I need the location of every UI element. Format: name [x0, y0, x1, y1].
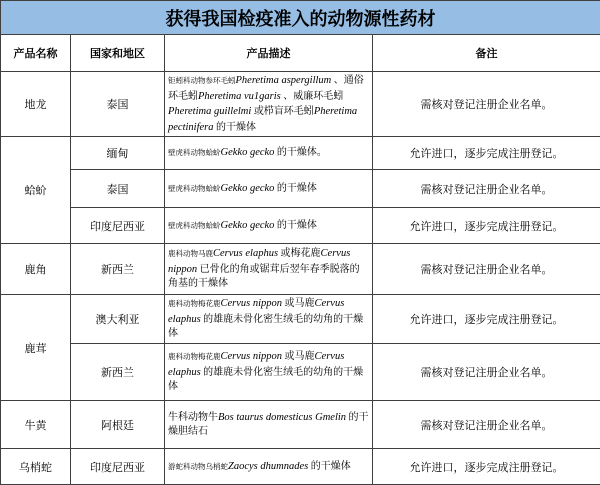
desc-segment: Cervus elaphus: [168, 298, 344, 325]
country-cell: 泰国: [71, 72, 165, 137]
remark-cell: 允许进口，逐步完成注册登记。: [373, 208, 600, 244]
remark-cell: 需核对登记注册企业名单。: [373, 72, 600, 137]
desc-segment: 牛科动物牛: [168, 412, 218, 423]
desc-segment: 壁虎科动物蛤蚧: [168, 148, 221, 157]
desc-segment: Cervus nippon: [221, 298, 283, 309]
product-cell: 蛤蚧: [1, 137, 71, 244]
desc-segment: 鹿科动物马鹿: [168, 249, 213, 258]
desc-segment: Gekko gecko: [221, 183, 275, 194]
desc-cell: [165, 344, 373, 401]
desc-segment: Pheretima aspergillum: [236, 75, 332, 86]
desc-segment: 鹿科动物梅花鹿: [168, 352, 221, 361]
desc-segment: 的干燥体: [308, 461, 351, 472]
desc-cell: [165, 449, 373, 485]
desc-cell: [165, 137, 373, 170]
desc-segment: Pheretima vu1garis: [198, 91, 281, 102]
table-row: [1, 208, 600, 244]
desc-segment: 的干燥体: [274, 183, 317, 194]
desc-cell: [165, 401, 373, 449]
product-cell: 地龙: [1, 72, 71, 137]
desc-segment: 壁虎科动物蛤蚧: [168, 221, 221, 230]
country-cell: 缅甸: [71, 137, 165, 170]
desc-segment: 钜蚓科动物参环毛蚓: [168, 76, 236, 85]
desc-segment: 的干燥体: [274, 220, 317, 231]
desc-segment: Cervus nippon: [221, 351, 283, 362]
table-row: [1, 72, 600, 137]
desc-segment: Zaocys dhumnades: [228, 461, 308, 472]
desc-cell: [165, 170, 373, 208]
desc-segment: 或马鹿: [282, 298, 315, 309]
desc-cell: [165, 295, 373, 344]
desc-segment: 鹿科动物梅花鹿: [168, 299, 221, 308]
desc-cell: [165, 208, 373, 244]
product-cell: 乌梢蛇: [1, 449, 71, 485]
product-cell: 鹿茸: [1, 295, 71, 401]
desc-segment: 的干燥体。: [274, 147, 327, 158]
country-cell: 印度尼西亚: [71, 208, 165, 244]
product-cell: 鹿角: [1, 244, 71, 295]
table-row: [1, 449, 600, 485]
page-title: 获得我国检疫准入的动物源性药材: [1, 1, 600, 35]
desc-segment: 的雄鹿未骨化密生绒毛的幼角的干燥体: [168, 314, 363, 340]
country-cell: 印度尼西亚: [71, 449, 165, 485]
desc-segment: 壁虎科动物蛤蚧: [168, 184, 221, 193]
table-row: [1, 137, 600, 170]
column-header-remark: 备注: [373, 35, 600, 72]
table-row: [1, 170, 600, 208]
desc-segment: 的雄鹿未骨化密生绒毛的幼角的干燥体: [168, 367, 363, 393]
desc-segment: Cervus nippon: [168, 248, 350, 275]
desc-segment: 、通俗环毛蚓: [168, 75, 364, 102]
desc-segment: Cervus elaphus: [213, 248, 278, 259]
desc-segment: 游蛇科动物乌梢蛇: [168, 462, 228, 471]
column-header-description: 产品描述: [165, 35, 373, 72]
desc-segment: 或梅花鹿: [278, 248, 321, 259]
desc-segment: 、威廉环毛蚓: [281, 91, 344, 102]
desc-segment: Pheretima pectinifera: [168, 106, 357, 133]
desc-segment: Bos taurus domesticus Gmelin: [218, 412, 346, 423]
remark-cell: 需核对登记注册企业名单。: [373, 170, 600, 208]
column-header-country: 国家和地区: [71, 35, 165, 72]
table-row: [1, 344, 600, 401]
product-cell: 牛黄: [1, 401, 71, 449]
country-cell: 泰国: [71, 170, 165, 208]
desc-cell: [165, 72, 373, 137]
country-cell: 新西兰: [71, 344, 165, 401]
desc-cell: [165, 244, 373, 295]
country-cell: 新西兰: [71, 244, 165, 295]
desc-segment: Pheretima guillelmi: [168, 106, 251, 117]
remark-cell: 需核对登记注册企业名单。: [373, 344, 600, 401]
desc-segment: 的干燥胆结石: [168, 412, 369, 438]
desc-segment: 或马鹿: [282, 351, 315, 362]
desc-segment: 的干燥体: [214, 122, 257, 133]
table-row: [1, 244, 600, 295]
desc-segment: 或栉盲环毛蚓: [251, 106, 314, 117]
country-cell: 澳大利亚: [71, 295, 165, 344]
remark-cell: 需核对登记注册企业名单。: [373, 244, 600, 295]
table-row: [1, 295, 600, 344]
desc-segment: 已骨化的角或锯茸后翌年春季脱落的角基的干燥体: [168, 264, 360, 290]
desc-segment: Cervus elaphus: [168, 351, 344, 378]
remark-cell: 允许进口，逐步完成注册登记。: [373, 295, 600, 344]
desc-segment: Gekko gecko: [221, 147, 275, 158]
table-row: [1, 401, 600, 449]
desc-segment: Gekko gecko: [221, 220, 275, 231]
column-header-product: 产品名称: [1, 35, 71, 72]
remark-cell: 允许进口，逐步完成注册登记。: [373, 137, 600, 170]
remark-cell: 允许进口，逐步完成注册登记。: [373, 449, 600, 485]
remark-cell: 需核对登记注册企业名单。: [373, 401, 600, 449]
country-cell: 阿根廷: [71, 401, 165, 449]
